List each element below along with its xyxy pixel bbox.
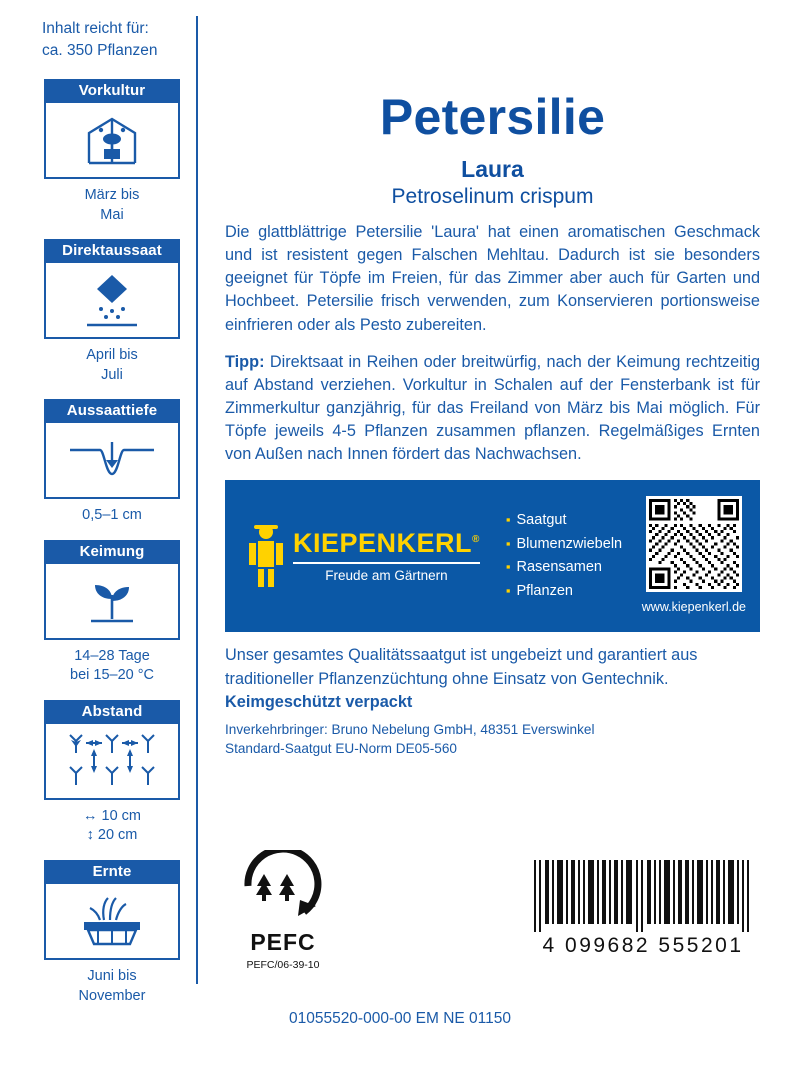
pefc-logo-icon xyxy=(242,850,324,922)
content-quantity-line2: ca. 350 Pflanzen xyxy=(42,42,158,60)
kiepenkerl-logo xyxy=(245,523,480,589)
article-number: 01055520-000-00 EM NE 01150 xyxy=(288,1010,512,1027)
main-content xyxy=(225,78,760,758)
brand-url[interactable]: www.kiepenkerl.de xyxy=(641,600,746,615)
gardener-figure-icon xyxy=(245,523,287,589)
barcode-bars xyxy=(528,860,758,932)
info-block-title: Direktaussaat xyxy=(44,239,180,263)
list-item: ▪ Pflanzen xyxy=(506,580,622,603)
standard-line: Standard-Saatgut EU-Norm DE05-560 xyxy=(225,740,457,756)
info-block-direktaussaat xyxy=(44,239,180,385)
variety-name: Laura xyxy=(461,156,524,182)
list-item: ▪ Saatgut xyxy=(506,509,622,532)
info-block-caption: ↔ 10 cm ↕ 20 cm xyxy=(82,807,141,844)
registered-mark: ® xyxy=(472,533,480,545)
info-block-title: Ernte xyxy=(44,860,180,884)
germination-icon xyxy=(44,564,180,640)
list-item: ▪ Rasensamen xyxy=(506,556,622,579)
info-block-caption: März bis Mai xyxy=(84,186,140,223)
info-block-caption: 0,5–1 cm xyxy=(82,507,142,524)
tip-text: Direktsaat in Reihen oder breitwürfig, nach der Keimung rechtzeitig auf Abstand verziehen. Vorkultur in Schalen auf der Fensterbank ist für Zimmerkultur ganzjährig, für das Freiland von März bis Mai möglich. Für Töpfe jeweils 4-5 Pflanzen zusammen pflanzen. Regelmäßiges Ernten von Außen nach Innen fördert das Nachwachsen. xyxy=(225,352,760,464)
info-block-caption: 14–28 Tage bei 15–20 °C xyxy=(70,647,154,684)
qr-code-icon[interactable] xyxy=(646,496,742,592)
brand-slogan: Freude am Gärtnern xyxy=(325,567,448,583)
brand-product-list xyxy=(506,509,622,603)
left-info-column xyxy=(42,18,182,1020)
pefc-label: PEFC xyxy=(250,929,316,955)
sowing-depth-icon xyxy=(44,423,180,499)
column-divider xyxy=(196,16,198,984)
info-block-title: Aussaattiefe xyxy=(44,399,180,423)
barcode xyxy=(528,860,758,958)
pefc-certification xyxy=(228,850,338,971)
spacing-icon xyxy=(44,724,180,800)
quality-note: Unser gesamtes Qualitätssaatgut ist ungebeizt und garantiert aus traditioneller Pflanzenzüchtung ohne Einsatz von Gentechnik. xyxy=(225,646,698,688)
pefc-code: PEFC/06-39-10 xyxy=(246,959,320,971)
barcode-number: 4 099682 555201 xyxy=(542,934,744,957)
page-title: Petersilie xyxy=(379,89,606,145)
latin-name: Petroselinum crispum xyxy=(391,185,594,208)
qr-section xyxy=(642,496,746,614)
content-quantity-line1: Inhalt reicht für: xyxy=(42,20,149,37)
greenhouse-icon xyxy=(44,103,180,179)
distributor-line: Inverkehrbringer: Bruno Nebelung GmbH, 48351 Everswinkel xyxy=(225,721,595,737)
list-item: ▪ Blumenzwiebeln xyxy=(506,533,622,556)
direct-sowing-icon xyxy=(44,263,180,339)
brand-name: KIEPENKERL® xyxy=(293,527,480,558)
tip-paragraph xyxy=(225,351,760,467)
protected-note: Keimgeschützt verpackt xyxy=(225,692,413,711)
tip-label: Tipp: xyxy=(225,352,265,371)
info-block-ernte xyxy=(44,860,180,1006)
description-text: Die glattblättrige Petersilie 'Laura' hat einen aromatischen Geschmack und ist resistent gegen Falschen Mehltau. Dadurch ist sie besonders geeignet für Töpfe im Freien, für das Zimmer aber auch für Garten und Hochbeet. Petersilie frisch verwenden, zum Konservieren portionsweise einfrieren oder als Pesto zubereiten. xyxy=(225,223,760,334)
info-block-title: Vorkultur xyxy=(44,79,180,103)
brand-rule xyxy=(293,562,480,564)
content-quantity xyxy=(42,18,182,63)
info-block-vorkultur xyxy=(44,79,180,225)
brand-box xyxy=(225,480,760,632)
info-block-caption: Juni bis November xyxy=(78,968,146,1004)
harvest-icon xyxy=(44,884,180,960)
info-block-title: Abstand xyxy=(44,700,180,724)
info-block-keimung xyxy=(44,540,180,686)
info-block-caption: April bis Juli xyxy=(86,347,138,383)
info-block-title: Keimung xyxy=(44,540,180,564)
info-block-aussaattiefe xyxy=(44,399,180,526)
info-block-abstand xyxy=(44,700,180,846)
